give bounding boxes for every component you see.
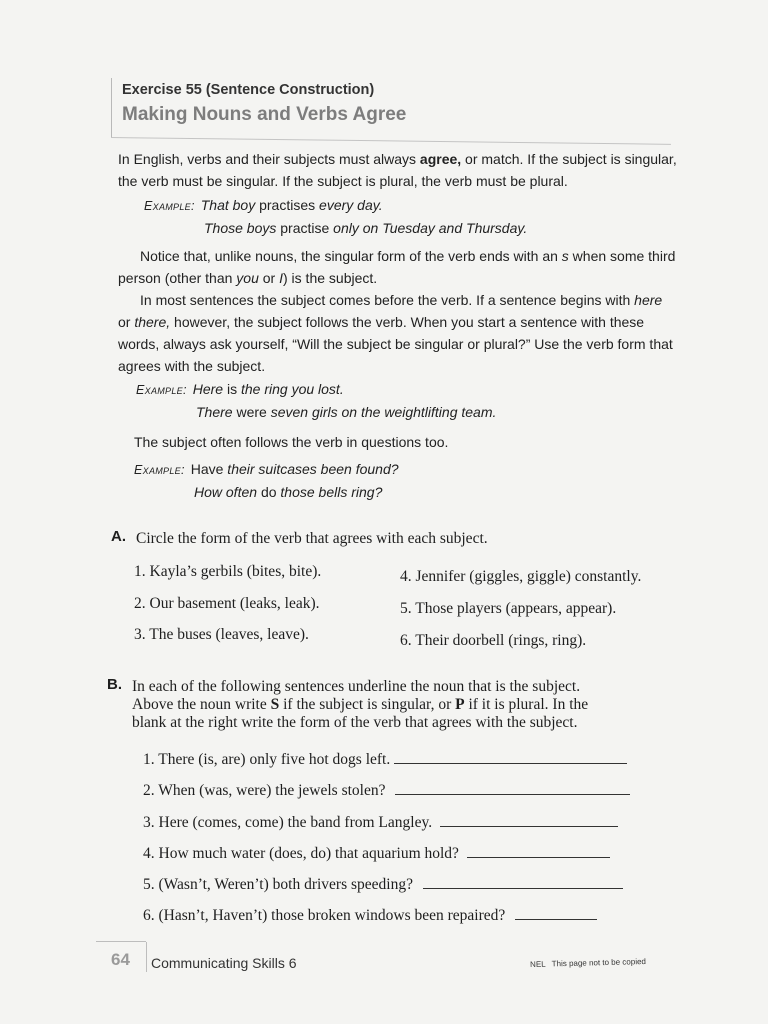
section-a-item: 2. Our basement (leaks, leak). — [134, 595, 320, 612]
section-a-instruction: Circle the form of the verb that agrees with each subject. — [136, 530, 488, 547]
section-b-letter: B. — [107, 676, 122, 693]
section-b-item: 2. When (was, were) the jewels stolen? — [143, 780, 630, 800]
footer-divider-horizontal — [96, 941, 146, 942]
example-2: Example: Here is the ring you lost. There were seven girls on the weightlifting team. — [136, 381, 497, 420]
answer-blank[interactable] — [440, 812, 618, 827]
section-a-letter: A. — [111, 528, 126, 545]
exercise-label: Exercise 55 (Sentence Construction) — [122, 82, 375, 98]
section-b-instruction: In each of the following sentences underline the noun that is the subject. Above the noun write S if the subject is singular, or P if it is plural. In the blank at the right write the form of the verb that agrees with the subject. — [132, 678, 589, 731]
book-title: Communicating Skills 6 — [151, 955, 297, 971]
example-3: Example: Have their suitcases been found? How often do those bells ring? — [134, 461, 399, 500]
header-divider-vertical — [111, 78, 112, 138]
section-b-item: 6. (Hasn’t, Haven’t) those broken windows been repaired? — [143, 905, 597, 925]
section-b-item: 1. There (is, are) only five hot dogs left. — [143, 749, 627, 769]
section-b-item: 5. (Wasn’t, Weren’t) both drivers speeding? — [143, 874, 623, 894]
section-a-item: 4. Jennifer (giggles, giggle) constantly. — [400, 568, 642, 585]
copy-notice: NEL This page not to be copied — [530, 956, 647, 969]
page-number: 64 — [111, 950, 130, 969]
questions-note: The subject often follows the verb in questions too. — [134, 434, 449, 450]
example-label: Example: — [136, 383, 187, 397]
section-b-item: 3. Here (comes, come) the band from Langley. — [143, 812, 618, 832]
explanation-paragraphs: Notice that, unlike nouns, the singular form of the verb ends with an s when some third person (other than you or I) is the subject. In most sentences the subject comes before the verb. If a sentence begins with here or there, however, the subject follows the verb. When you start a sentence with these words, always ask yourself, “Will the subject be singular or plural?” Use the verb form that agrees with the subject. — [118, 248, 676, 374]
answer-blank[interactable] — [467, 843, 610, 858]
section-a-item: 3. The buses (leaves, leave). — [134, 626, 309, 643]
answer-blank[interactable] — [515, 905, 597, 920]
example-label: Example: — [144, 199, 195, 213]
footer-divider-vertical — [146, 942, 147, 972]
intro-paragraph: In English, verbs and their subjects must always agree, or match. If the subject is singular, the verb must be singular. If the subject is plural, the verb must be plural. — [118, 151, 677, 189]
section-a-item: 6. Their doorbell (rings, ring). — [400, 632, 587, 649]
header-divider-horizontal — [111, 137, 671, 145]
page-title: Making Nouns and Verbs Agree — [122, 104, 407, 125]
section-a-item: 1. Kayla’s gerbils (bites, bite). — [134, 563, 322, 580]
example-label: Example: — [134, 463, 185, 477]
answer-blank[interactable] — [423, 874, 623, 889]
example-1: Example: That boy practises every day. Those boys practise only on Tuesday and Thursday. — [144, 197, 528, 236]
answer-blank[interactable] — [394, 749, 627, 764]
answer-blank[interactable] — [395, 780, 630, 795]
section-a-item: 5. Those players (appears, appear). — [400, 600, 617, 617]
section-b-item: 4. How much water (does, do) that aquarium hold? — [143, 843, 610, 863]
